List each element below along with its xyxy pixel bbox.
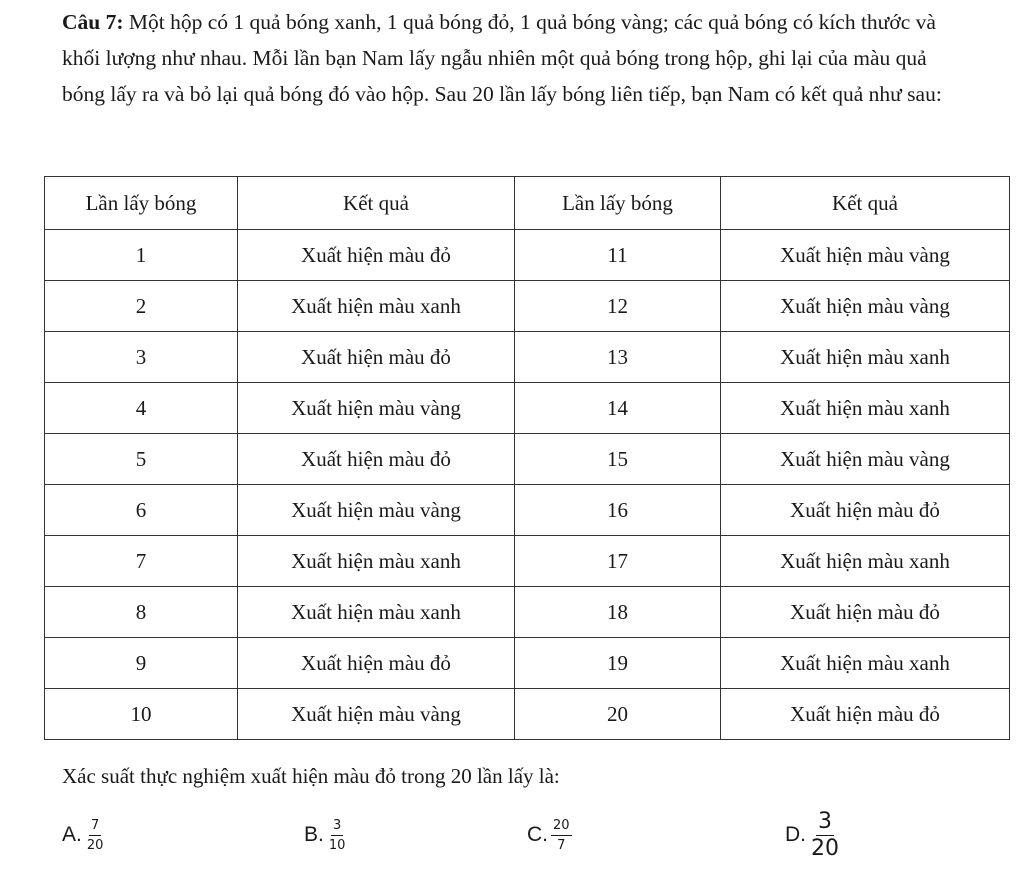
result-cell: Xuất hiện màu đỏ (721, 587, 1010, 638)
result-cell: Xuất hiện màu xanh (721, 332, 1010, 383)
result-cell: Xuất hiện màu xanh (238, 536, 515, 587)
option-d[interactable] (785, 800, 841, 870)
question-text (62, 4, 962, 112)
result-cell: Xuất hiện màu vàng (721, 230, 1010, 281)
result-cell: Xuất hiện màu xanh (721, 383, 1010, 434)
option-d-letter: D. (785, 823, 806, 846)
table-row (45, 485, 1010, 536)
option-c-letter: C. (527, 823, 548, 846)
result-cell: Xuất hiện màu đỏ (238, 332, 515, 383)
draw-number-cell: 18 (515, 587, 721, 638)
option-b-fraction (327, 818, 348, 853)
option-d-fraction (809, 810, 841, 861)
option-a-denominator: 20 (86, 837, 104, 853)
table-row (45, 587, 1010, 638)
table-header-row (45, 177, 1010, 230)
draw-number-cell: 9 (45, 638, 238, 689)
draw-number-cell: 19 (515, 638, 721, 689)
header-result-right: Kết quả (721, 177, 1010, 230)
option-a-fraction (85, 818, 106, 853)
question-number: Câu 7: (62, 10, 124, 34)
result-cell: Xuất hiện màu xanh (238, 587, 515, 638)
draw-number-cell: 3 (45, 332, 238, 383)
result-cell: Xuất hiện màu vàng (238, 485, 515, 536)
option-b-numerator: 3 (331, 818, 343, 836)
option-c-denominator: 7 (557, 837, 566, 853)
draw-number-cell: 5 (45, 434, 238, 485)
result-cell: Xuất hiện màu xanh (238, 281, 515, 332)
draw-number-cell: 16 (515, 485, 721, 536)
draw-number-cell: 12 (515, 281, 721, 332)
table-row (45, 536, 1010, 587)
table-row (45, 230, 1010, 281)
result-cell: Xuất hiện màu xanh (721, 638, 1010, 689)
draw-number-cell: 15 (515, 434, 721, 485)
header-draw-number-right: Lần lấy bóng (515, 177, 721, 230)
option-b-denominator: 10 (328, 837, 346, 853)
option-d-numerator: 3 (818, 808, 832, 834)
option-c-numerator: 20 (551, 818, 572, 836)
draw-number-cell: 10 (45, 689, 238, 740)
result-cell: Xuất hiện màu đỏ (721, 485, 1010, 536)
option-b-letter: B. (304, 823, 324, 846)
draw-number-cell: 20 (515, 689, 721, 740)
answer-prompt: Xác suất thực nghiệm xuất hiện màu đỏ trong 20 lần lấy là: (62, 764, 560, 788)
header-draw-number-left: Lần lấy bóng (45, 177, 238, 230)
draw-number-cell: 11 (515, 230, 721, 281)
option-d-denominator: 20 (811, 835, 839, 861)
result-cell: Xuất hiện màu vàng (238, 383, 515, 434)
result-cell: Xuất hiện màu đỏ (238, 434, 515, 485)
draw-number-cell: 14 (515, 383, 721, 434)
draw-number-cell: 7 (45, 536, 238, 587)
table-row (45, 383, 1010, 434)
option-c[interactable] (527, 800, 572, 870)
draw-number-cell: 1 (45, 230, 238, 281)
table-row (45, 638, 1010, 689)
draw-number-cell: 17 (515, 536, 721, 587)
table-row (45, 281, 1010, 332)
answer-options (0, 800, 1024, 870)
result-cell: Xuất hiện màu đỏ (238, 638, 515, 689)
draw-number-cell: 8 (45, 587, 238, 638)
result-cell: Xuất hiện màu xanh (721, 536, 1010, 587)
option-b[interactable] (304, 800, 347, 870)
draw-number-cell: 6 (45, 485, 238, 536)
table-row (45, 332, 1010, 383)
draw-number-cell: 13 (515, 332, 721, 383)
question-body: Một hộp có 1 quả bóng xanh, 1 quả bóng đỏ, 1 quả bóng vàng; các quả bóng có kích thước và khối lượng như nhau. Mỗi lần bạn Nam lấy ngẫu nhiên một quả bóng trong hộp, ghi lại của màu quả bóng lấy ra và bỏ lại quả bóng đó vào hộp. Sau 20 lần lấy bóng liên tiếp, bạn Nam có kết quả như sau: (62, 10, 942, 106)
header-result-left: Kết quả (238, 177, 515, 230)
result-cell: Xuất hiện màu vàng (721, 281, 1010, 332)
option-a[interactable] (62, 800, 105, 870)
draw-number-cell: 2 (45, 281, 238, 332)
option-a-numerator: 7 (89, 818, 101, 836)
draw-number-cell: 4 (45, 383, 238, 434)
result-cell: Xuất hiện màu đỏ (721, 689, 1010, 740)
result-cell: Xuất hiện màu vàng (721, 434, 1010, 485)
table-row (45, 689, 1010, 740)
option-a-letter: A. (62, 823, 82, 846)
result-cell: Xuất hiện màu đỏ (238, 230, 515, 281)
results-table (44, 176, 1010, 740)
table-row (45, 434, 1010, 485)
result-cell: Xuất hiện màu vàng (238, 689, 515, 740)
option-c-fraction (551, 818, 572, 853)
